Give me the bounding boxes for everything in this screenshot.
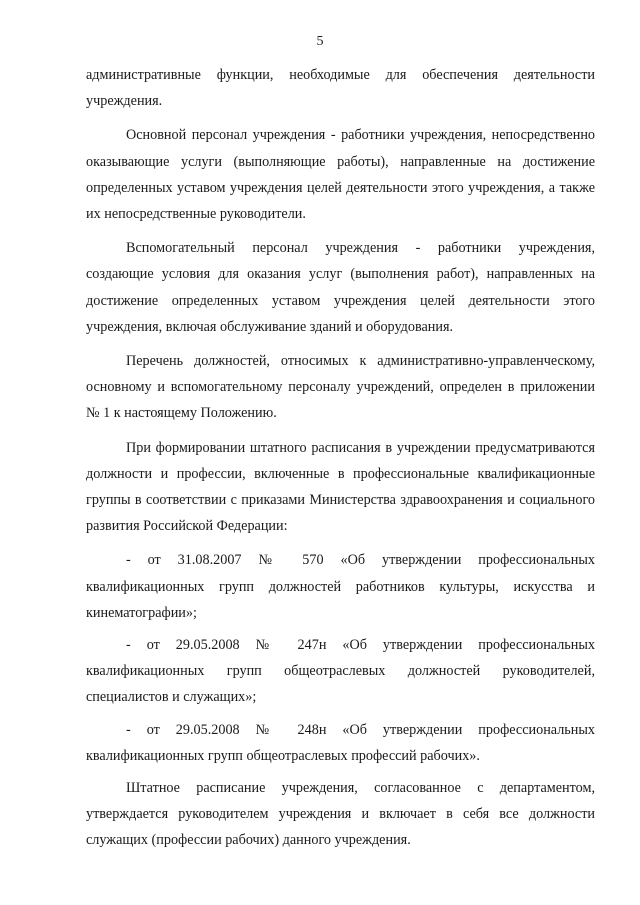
list-item-order-570: - от 31.08.2007 № 570 «Об утверждении профессиональных квалификационных групп должностей работников культуры, искусства и кинематографии»;	[86, 552, 595, 621]
paragraph-staffing-formation: При формировании штатного расписания в учреждении предусматриваются должности и профессии, включенные в профессиональные квалификационные группы в соответствии с приказами Министерства здравоохранения и социального развития Российской Федерации:	[86, 439, 595, 535]
paragraph-auxiliary-personnel: Вспомогательный персонал учреждения - работники учреждения, создающие условия для оказания услуг (выполнения работ), направленных на достижение определенных уставом учреждения целей деятельности этого учреждения, включая обслуживание зданий и оборудования.	[86, 240, 595, 335]
document-body	[86, 62, 595, 862]
paragraph-administrative-functions-end: административные функции, необходимые для обеспечения деятельности учреждения.	[86, 67, 595, 110]
paragraph-staffing-approval: Штатное расписание учреждения, согласованное с департаментом, утверждается руководителем учреждения и включает в себя все должности служащих (профессии рабочих) данного учреждения.	[86, 780, 595, 849]
paragraph-main-personnel: Основной персонал учреждения - работники учреждения, непосредственно оказывающие услуги (выполняющие работы), направленные на достижение определенных уставом учреждения целей деятельности этого учреждения, а также их непосредственные руководители.	[86, 127, 595, 223]
list-item-order-247n: - от 29.05.2008 № 247н «Об утверждении профессиональных квалификационных групп общеотраслевых должностей руководителей, специалистов и служащих»;	[86, 637, 595, 706]
page-number: 5	[316, 34, 324, 49]
list-item-order-248n: - от 29.05.2008 № 248н «Об утверждении профессиональных квалификационных групп общеотраслевых профессий рабочих».	[86, 721, 595, 764]
paragraph-positions-list: Перечень должностей, относимых к административно-управленческому, основному и вспомогательному персоналу учреждений, определен в приложении № 1 к настоящему Положению.	[86, 353, 595, 422]
